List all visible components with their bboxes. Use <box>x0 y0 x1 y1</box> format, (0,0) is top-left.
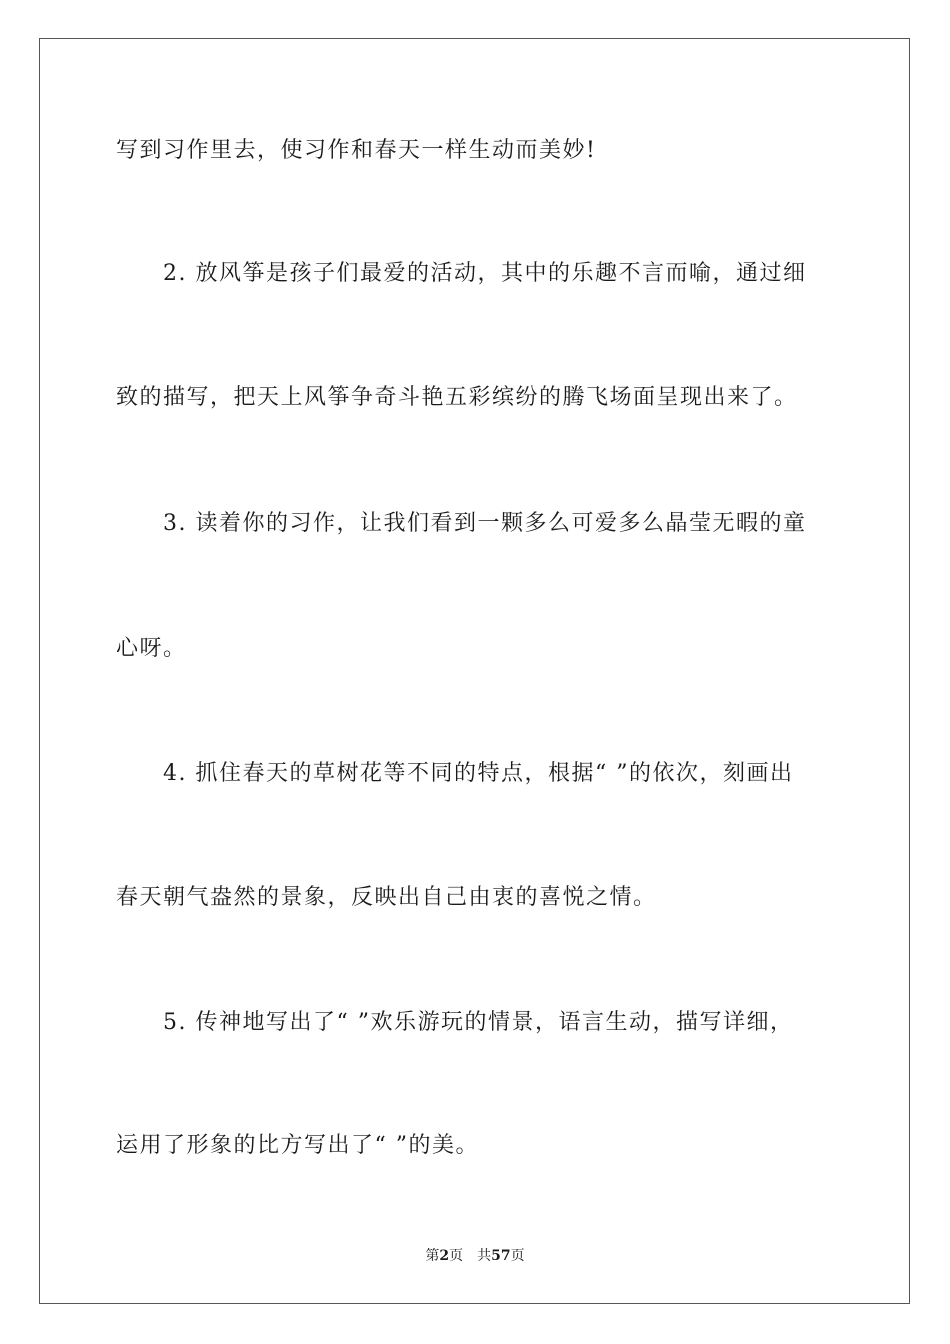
page-suffix: 页 <box>449 1248 464 1264</box>
total-prefix: 共 <box>477 1248 492 1264</box>
paragraph-line-5: 心呀。 <box>116 636 187 661</box>
page-prefix: 第 <box>425 1248 440 1264</box>
paragraph-line-1: 写到习作里去，使习作和春天一样生动而美妙! <box>116 138 597 163</box>
paragraph-line-3: 致的描写，把天上风筝争奇斗艳五彩缤纷的腾飞场面呈现出来了。 <box>116 385 798 410</box>
total-suffix: 页 <box>510 1248 525 1264</box>
paragraph-line-6: 4. 抓住春天的草树花等不同的特点，根据“ ”的依次，刻画出 <box>163 761 794 786</box>
page-footer <box>0 1246 950 1266</box>
page-number: 2 <box>439 1248 450 1264</box>
paragraph-line-2: 2. 放风筝是孩子们最爱的活动，其中的乐趣不言而喻，通过细 <box>163 261 807 286</box>
paragraph-line-8: 5. 传神地写出了“ ”欢乐游玩的情景，语言生动，描写详细， <box>163 1010 794 1035</box>
total-pages: 57 <box>491 1248 511 1264</box>
paragraph-line-7: 春天朝气盎然的景象，反映出自己由衷的喜悦之情。 <box>116 885 657 910</box>
page-border <box>39 38 910 1304</box>
paragraph-line-9: 运用了形象的比方写出了“ ”的美。 <box>116 1133 479 1158</box>
paragraph-line-4: 3. 读着你的习作，让我们看到一颗多么可爱多么晶莹无暇的童 <box>163 511 807 536</box>
